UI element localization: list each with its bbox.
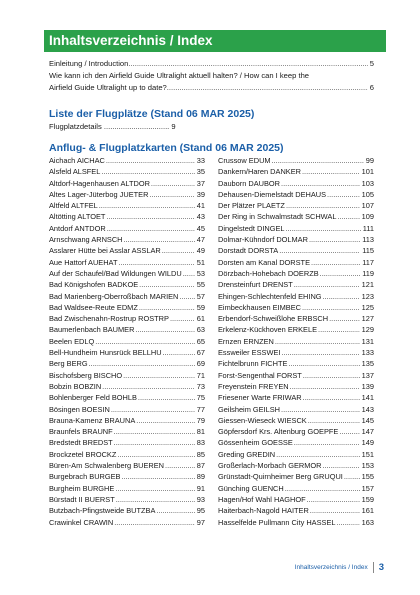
index-entry-name: Aue Hattorf AUEHAT xyxy=(49,257,118,267)
index-entry[interactable] xyxy=(49,505,205,516)
leader-dots xyxy=(280,178,360,189)
leader-dots: ............................... xyxy=(103,122,170,131)
index-entry-page: 85 xyxy=(196,449,205,459)
index-entry-page: 105 xyxy=(361,189,374,199)
index-entry-page: 99 xyxy=(365,156,374,165)
index-entry[interactable] xyxy=(218,505,374,516)
index-entry[interactable] xyxy=(218,370,374,381)
leader-dots xyxy=(105,211,194,222)
leader-dots xyxy=(284,483,360,494)
index-entry[interactable] xyxy=(49,358,205,369)
intro-entry-label: Wie kann ich den Airfield Guide Ultralight aktuell halten? / How can I keep the xyxy=(49,71,310,80)
index-entry-page: 163 xyxy=(361,517,374,527)
index-entry-name: Ernzen ERNZEN xyxy=(218,336,274,346)
leader-dots xyxy=(302,370,360,381)
index-entry-name: Brauna-Kamenz BRAUNA xyxy=(49,415,136,425)
index-entry[interactable] xyxy=(49,189,205,200)
index-entry-name: Bad Marienberg-Oberroßbach MARIEN xyxy=(49,291,179,301)
index-entry-page: 153 xyxy=(361,461,374,471)
leader-dots xyxy=(271,155,364,166)
index-entry[interactable] xyxy=(49,245,205,256)
leader-dots xyxy=(319,268,361,279)
index-entry-page: 117 xyxy=(362,257,374,267)
leader-dots xyxy=(94,336,195,347)
leader-dots xyxy=(137,392,195,403)
index-entry-name: Dorstadt DORSTA xyxy=(218,246,279,256)
index-entry-name: Berg BERG xyxy=(49,359,88,369)
airfield-details-page: 9 xyxy=(171,122,176,131)
index-entry-name: Aichach AICHAC xyxy=(49,156,105,165)
leader-dots xyxy=(101,381,195,392)
index-entry[interactable] xyxy=(49,268,205,279)
index-entry[interactable] xyxy=(49,324,205,335)
index-entry-name: Günching GUENCH xyxy=(218,483,284,493)
index-entry[interactable] xyxy=(218,257,374,268)
index-entry-name: Braunfels BRAUNF xyxy=(49,427,113,437)
leader-dots xyxy=(155,505,194,516)
index-entry-name: Altdorf-Hagenhausen ALTDOR xyxy=(49,178,150,188)
index-entry-page: 33 xyxy=(196,156,205,165)
index-entry[interactable] xyxy=(218,347,374,358)
index-entry[interactable] xyxy=(49,336,205,347)
index-entry[interactable] xyxy=(218,437,374,448)
leader-dots xyxy=(150,178,195,189)
index-entry-page: 39 xyxy=(196,189,205,199)
index-entry[interactable] xyxy=(218,415,374,426)
index-entry-page: 141 xyxy=(361,393,374,403)
leader-dots xyxy=(169,313,195,324)
intro-entry[interactable] xyxy=(49,58,374,70)
index-entry[interactable] xyxy=(49,166,205,177)
index-entry-name: Beelen EDLQ xyxy=(49,336,95,346)
index-entry[interactable] xyxy=(49,347,205,358)
index-entry[interactable] xyxy=(218,155,374,166)
index-entry[interactable] xyxy=(218,358,374,369)
index-entry-name: Großerlach-Morbach GERMOR xyxy=(218,461,322,471)
index-entry-name: Hasselfelde Pullmann City HASSEL xyxy=(218,517,336,527)
index-entry-page: 155 xyxy=(361,472,374,482)
leader-dots xyxy=(105,155,195,166)
index-entry-page: 81 xyxy=(196,427,205,437)
index-entry[interactable] xyxy=(49,257,205,268)
leader-dots xyxy=(278,245,360,256)
index-entry-name: Bobzin BOBZIN xyxy=(49,381,102,391)
page-title: Inhaltsverzeichnis / Index xyxy=(44,30,386,52)
index-entry-name: Altes Lager-Jüterbog JUETER xyxy=(49,189,149,199)
index-entry-name: Dorsten am Kanal DORSTE xyxy=(218,257,311,267)
index-entry[interactable] xyxy=(49,415,205,426)
leader-dots xyxy=(138,279,195,290)
leader-dots xyxy=(148,189,194,200)
index-entry-name: Forst-Sengenthal FORST xyxy=(218,370,302,380)
leader-dots xyxy=(138,302,195,313)
page-footer xyxy=(295,562,384,573)
leader-dots xyxy=(336,211,359,222)
index-entry[interactable] xyxy=(218,245,374,256)
index-entry-page: 73 xyxy=(196,381,205,391)
index-entry-name: Bad Zwischenahn-Rostrup ROSTRP xyxy=(49,314,169,324)
index-entry[interactable] xyxy=(49,483,205,494)
index-entry-page: 147 xyxy=(361,427,374,437)
index-entry-page: 127 xyxy=(361,314,374,324)
leader-dots xyxy=(289,381,360,392)
index-entry[interactable] xyxy=(218,449,374,460)
index-entry-name: Bell-Hundheim Hunsrück BELLHU xyxy=(49,348,162,358)
page-number: 3 xyxy=(373,562,384,573)
index-entry[interactable] xyxy=(218,178,374,189)
leader-dots xyxy=(115,494,195,505)
index-column-right xyxy=(218,155,374,528)
index-entry-page: 89 xyxy=(196,472,205,482)
leader-dots xyxy=(161,245,195,256)
index-entry[interactable] xyxy=(49,200,205,211)
index-entry[interactable] xyxy=(49,460,205,471)
index-entry[interactable] xyxy=(218,324,374,335)
index-entry-name: Büren-Am Schwalenberg BUEREN xyxy=(49,461,165,471)
index-entry[interactable] xyxy=(49,279,205,290)
leader-dots xyxy=(162,347,195,358)
index-entry[interactable] xyxy=(218,494,374,505)
leader-dots xyxy=(167,82,368,94)
leader-dots xyxy=(164,460,195,471)
index-column-left xyxy=(49,155,205,528)
index-entry-page: 77 xyxy=(196,404,205,414)
index-entry-name: Erbendorf-Schweißlohe ERBSCH xyxy=(218,314,329,324)
leader-dots xyxy=(134,324,194,335)
index-entry-name: Essweiler ESSWEI xyxy=(218,348,281,358)
index-entry-name: Dauborn DAUBOR xyxy=(218,178,281,188)
index-entry-page: 37 xyxy=(196,178,205,188)
index-entry-page: 107 xyxy=(361,201,374,211)
leader-dots xyxy=(287,358,359,369)
index-entry-page: 45 xyxy=(196,223,205,233)
index-entry[interactable] xyxy=(218,336,374,347)
index-entry-page: 123 xyxy=(361,291,374,301)
leader-dots xyxy=(128,58,367,70)
index-entry-name: Eimbeckhausen EIMBEC xyxy=(218,302,301,312)
section-heading-airfield-list: Liste der Flugplätze (Stand 06 MAR 2025) xyxy=(49,108,255,120)
index-entry-name: Altötting ALTOET xyxy=(49,212,106,222)
airfield-details-entry[interactable] xyxy=(49,122,176,131)
index-entry-name: Drensteinfurt DRENST xyxy=(218,280,293,290)
leader-dots xyxy=(335,517,359,528)
index-entry-name: Alsfeld ALSFEL xyxy=(49,167,101,177)
index-entry-page: 93 xyxy=(196,494,205,504)
index-entry-page: 149 xyxy=(361,438,374,448)
index-entry[interactable] xyxy=(218,166,374,177)
index-entry-name: Haiterbach-Nagold HAITER xyxy=(218,506,309,516)
index-entry-page: 103 xyxy=(361,178,374,188)
leader-dots xyxy=(301,166,360,177)
intro-entry-page: 5 xyxy=(369,59,374,68)
leader-dots xyxy=(274,336,360,347)
index-entry-name: Burgebrach BURGEB xyxy=(49,472,121,482)
index-entry-page: 161 xyxy=(361,506,374,516)
index-entry-name: Bischofsberg BISCHO xyxy=(49,370,123,380)
index-entry-page: 129 xyxy=(361,325,374,335)
leader-dots xyxy=(310,257,360,268)
leader-dots xyxy=(182,268,195,279)
index-entry-name: Bad Königshofen BADKOE xyxy=(49,280,139,290)
index-entry-name: Dehausen-Diemelstadt DEHAUS xyxy=(218,189,327,199)
index-entry-page: 47 xyxy=(196,235,205,245)
index-entry-name: Freyenstein FREYEN xyxy=(218,381,289,391)
index-entry-page: 121 xyxy=(361,280,374,290)
leader-dots xyxy=(301,302,360,313)
leader-dots xyxy=(280,347,359,358)
intro-entry-page: 6 xyxy=(369,83,374,92)
index-entry-page: 109 xyxy=(361,212,374,222)
index-entry-page: 87 xyxy=(196,461,205,471)
index-entry-name: Giessen-Wieseck WIESCK xyxy=(218,415,307,425)
leader-dots xyxy=(322,460,360,471)
index-entry-page: 69 xyxy=(196,359,205,369)
index-entry-name: Ehingen-Schlechtenfeld EHING xyxy=(218,291,322,301)
index-entry-name: Butzbach-Pfingstweide BUTZBA xyxy=(49,506,156,516)
leader-dots xyxy=(309,505,360,516)
index-entry[interactable] xyxy=(218,279,374,290)
index-entry[interactable] xyxy=(49,291,205,302)
index-entry-name: Grünstadt-Quirnheimer Berg GRUQUI xyxy=(218,472,343,482)
intro-list xyxy=(49,58,374,94)
index-entry-page: 131 xyxy=(361,336,374,346)
index-entry-page: 75 xyxy=(196,393,205,403)
index-entry-page: 135 xyxy=(361,359,374,369)
index-entry[interactable] xyxy=(218,291,374,302)
leader-dots xyxy=(322,291,360,302)
index-entry-page: 137 xyxy=(361,370,374,380)
airfield-details-label: Flugplatzdetails xyxy=(49,122,102,131)
index-entry-name: Der Ring in Schwalmstadt SCHWAL xyxy=(218,212,337,222)
index-entry-page: 157 xyxy=(361,483,374,493)
index-entry-page: 133 xyxy=(361,348,374,358)
index-entry-page: 41 xyxy=(196,201,205,211)
index-entry-name: Hagen/Hof Wahl HAGHOF xyxy=(218,494,306,504)
index-entry-page: 111 xyxy=(362,223,374,233)
index-entry[interactable] xyxy=(218,200,374,211)
leader-dots xyxy=(98,200,195,211)
intro-entry-label: Einleitung / Introduction xyxy=(49,59,129,68)
index-entry-name: Dolmar-Kühndorf DOLMAR xyxy=(218,235,308,245)
index-entry-page: 57 xyxy=(196,291,205,301)
index-entry-name: Antdorf ANTDOR xyxy=(49,223,106,233)
index-entry-page: 49 xyxy=(196,246,205,256)
index-entry-page: 55 xyxy=(196,280,205,290)
index-entry[interactable] xyxy=(49,494,205,505)
index-entry[interactable] xyxy=(218,381,374,392)
index-entry-page: 43 xyxy=(196,212,205,222)
leader-dots xyxy=(326,189,360,200)
index-entry-name: Crussow EDUM xyxy=(218,156,271,165)
index-entry-page: 145 xyxy=(361,415,374,425)
index-entry[interactable] xyxy=(49,155,205,166)
index-entry-page: 101 xyxy=(361,167,374,177)
leader-dots xyxy=(338,426,359,437)
index-entry-page: 35 xyxy=(196,167,205,177)
index-entry-name: Altfeld ALTFEL xyxy=(49,201,98,211)
index-entry-name: Bohlenberger Feld BOHLB xyxy=(49,393,137,403)
index-entry-name: Fichtelbrunn FICHTE xyxy=(218,359,288,369)
leader-dots xyxy=(122,370,195,381)
index-entry-page: 151 xyxy=(361,449,374,459)
index-entry-page: 65 xyxy=(196,336,205,346)
index-entry[interactable] xyxy=(218,234,374,245)
index-entry[interactable] xyxy=(218,189,374,200)
leader-dots xyxy=(280,404,360,415)
index-entry[interactable] xyxy=(218,392,374,403)
index-entry-page: 79 xyxy=(196,415,205,425)
index-entry[interactable] xyxy=(49,234,205,245)
index-entry-name: Bürstadt II BUERST xyxy=(49,494,115,504)
index-entry-name: Crawinkel CRAWIN xyxy=(49,517,114,527)
leader-dots xyxy=(343,471,360,482)
index-entry-name: Der Plätzer PLAETZ xyxy=(218,201,285,211)
intro-entry-label: Airfield Guide Ultralight up to date? xyxy=(49,83,167,92)
leader-dots xyxy=(114,483,194,494)
section-heading-charts: Anflug- & Flugplatzkarten (Stand 06 MAR 2025) xyxy=(49,142,284,154)
leader-dots xyxy=(113,517,195,528)
index-entry-name: Erkelenz-Kückhoven ERKELE xyxy=(218,325,318,335)
index-entry-page: 91 xyxy=(196,483,205,493)
index-entry-page: 113 xyxy=(362,235,374,245)
index-entry[interactable] xyxy=(218,460,374,471)
leader-dots xyxy=(120,471,194,482)
index-entry-name: Bredstedt BREDST xyxy=(49,438,113,448)
leader-dots xyxy=(88,358,195,369)
leader-dots xyxy=(116,449,194,460)
leader-dots xyxy=(328,313,360,324)
leader-dots xyxy=(178,291,194,302)
index-entry[interactable] xyxy=(218,302,374,313)
index-entry-page: 143 xyxy=(361,404,374,414)
index-entry-page: 59 xyxy=(196,302,205,312)
index-entry[interactable] xyxy=(218,517,374,528)
index-entry[interactable] xyxy=(218,404,374,415)
index-entry-name: Gössenheim GOESSE xyxy=(218,438,293,448)
index-entry[interactable] xyxy=(49,449,205,460)
leader-dots xyxy=(117,257,194,268)
intro-entry[interactable] xyxy=(49,70,374,82)
intro-entry[interactable] xyxy=(49,82,374,94)
index-entry[interactable] xyxy=(49,302,205,313)
index-entry-page: 51 xyxy=(196,257,205,267)
leader-dots xyxy=(135,415,195,426)
leader-dots xyxy=(275,449,360,460)
index-entry-name: Asslarer Hütte bei Asslar ASSLAR xyxy=(49,246,161,256)
leader-dots xyxy=(113,437,195,448)
index-entry[interactable] xyxy=(218,268,374,279)
index-entry-page: 125 xyxy=(361,302,374,312)
leader-dots xyxy=(110,404,195,415)
index-entry[interactable] xyxy=(49,392,205,403)
index-entry[interactable] xyxy=(49,471,205,482)
index-entry-name: Burgheim BURGHE xyxy=(49,483,115,493)
index-entry-name: Göpfersdorf Krs. Altenburg GOEPFE xyxy=(218,427,339,437)
index-entry[interactable] xyxy=(49,178,205,189)
index-entry-name: Greding GREDIN xyxy=(218,449,276,459)
index-entry[interactable] xyxy=(49,381,205,392)
leader-dots xyxy=(106,223,195,234)
index-entry[interactable] xyxy=(49,437,205,448)
leader-dots xyxy=(293,279,360,290)
index-entry-page: 53 xyxy=(196,268,205,278)
footer-label: Inhaltsverzeichnis / Index xyxy=(294,564,368,571)
leader-dots xyxy=(285,200,360,211)
index-entry-name: Geilsheim GEILSH xyxy=(218,404,281,414)
index-entry[interactable] xyxy=(218,223,374,234)
index-entry-page: 67 xyxy=(196,348,205,358)
index-entry[interactable] xyxy=(49,223,205,234)
index-entry-name: Brockzetel BROCKZ xyxy=(49,449,117,459)
index-entry-page: 115 xyxy=(362,246,374,256)
leader-dots xyxy=(100,166,194,177)
index-entry-page: 139 xyxy=(361,381,374,391)
index-entry[interactable] xyxy=(218,211,374,222)
index-entry[interactable] xyxy=(218,471,374,482)
leader-dots xyxy=(308,234,360,245)
index-entry-name: Dingelstedt DINGEL xyxy=(218,223,285,233)
index-entry-page: 95 xyxy=(196,506,205,516)
index-entry-name: Auf der Schaufel/Bad Wildungen WILDU xyxy=(49,268,182,278)
index-entry-name: Arnschwang ARNSCH xyxy=(49,235,123,245)
index-entry-name: Baumerlenbach BAUMER xyxy=(49,325,135,335)
leader-dots xyxy=(307,415,360,426)
index-entry-page: 159 xyxy=(361,494,374,504)
index-entry[interactable] xyxy=(49,370,205,381)
leader-dots xyxy=(113,426,195,437)
leader-dots xyxy=(302,392,360,403)
index-entry-name: Bösingen BOESIN xyxy=(49,404,110,414)
leader-dots xyxy=(317,324,360,335)
index-entry-page: 71 xyxy=(196,370,205,380)
leader-dots xyxy=(293,437,360,448)
leader-dots xyxy=(285,223,361,234)
index-entry-page: 83 xyxy=(196,438,205,448)
index-entry[interactable] xyxy=(49,426,205,437)
index-entry-page: 63 xyxy=(196,325,205,335)
index-entry[interactable] xyxy=(218,313,374,324)
index-entry-name: Dankern/Haren DANKER xyxy=(218,167,301,177)
index-entry[interactable] xyxy=(49,313,205,324)
leader-dots xyxy=(123,234,195,245)
index-entry[interactable] xyxy=(49,211,205,222)
index-entry-page: 61 xyxy=(196,314,205,324)
index-entry-name: Dörzbach-Hohebach DOERZB xyxy=(218,268,319,278)
index-entry-name: Friesener Warte FRIWAR xyxy=(218,393,302,403)
index-entry[interactable] xyxy=(49,517,205,528)
index-entry[interactable] xyxy=(218,483,374,494)
index-entry-page: 119 xyxy=(362,268,374,278)
index-entry-page: 97 xyxy=(196,517,205,527)
index-entry-name: Bad Waldsee-Reute EDMZ xyxy=(49,302,138,312)
index-entry[interactable] xyxy=(218,426,374,437)
leader-dots xyxy=(306,494,360,505)
index-entry[interactable] xyxy=(49,404,205,415)
